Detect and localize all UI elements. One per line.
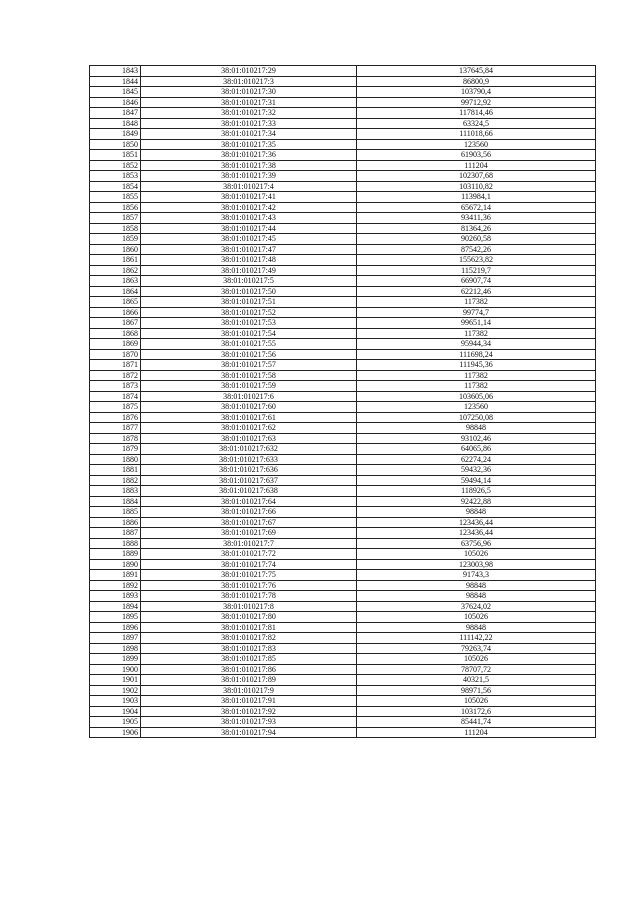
table-row bbox=[90, 108, 596, 119]
cadastral-value-cell: 93411,36 bbox=[357, 213, 596, 224]
row-number-cell: 1868 bbox=[90, 328, 141, 339]
row-number-cell: 1882 bbox=[90, 475, 141, 486]
cadastral-number-cell: 38:01:010217:81 bbox=[141, 622, 357, 633]
cadastral-number-cell: 38:01:010217:67 bbox=[141, 517, 357, 528]
table-row bbox=[90, 370, 596, 381]
table-row bbox=[90, 507, 596, 518]
table-row bbox=[90, 150, 596, 161]
cadastral-value-cell: 118926,5 bbox=[357, 486, 596, 497]
cadastral-value-cell: 111945,36 bbox=[357, 360, 596, 371]
row-number-cell: 1854 bbox=[90, 181, 141, 192]
cadastral-value-cell: 64065,86 bbox=[357, 444, 596, 455]
table-row bbox=[90, 286, 596, 297]
cadastral-value-cell: 98848 bbox=[357, 591, 596, 602]
cadastral-value-cell: 117382 bbox=[357, 370, 596, 381]
table-row bbox=[90, 118, 596, 129]
cadastral-number-cell: 38:01:010217:29 bbox=[141, 66, 357, 77]
cadastral-number-cell: 38:01:010217:9 bbox=[141, 685, 357, 696]
table-row bbox=[90, 465, 596, 476]
row-number-cell: 1883 bbox=[90, 486, 141, 497]
row-number-cell: 1887 bbox=[90, 528, 141, 539]
row-number-cell: 1850 bbox=[90, 139, 141, 150]
cadastral-number-cell: 38:01:010217:56 bbox=[141, 349, 357, 360]
row-number-cell: 1890 bbox=[90, 559, 141, 570]
cadastral-number-cell: 38:01:010217:72 bbox=[141, 549, 357, 560]
cadastral-value-cell: 103172,6 bbox=[357, 706, 596, 717]
cadastral-value-cell: 111018,66 bbox=[357, 129, 596, 140]
row-number-cell: 1895 bbox=[90, 612, 141, 623]
cadastral-value-cell: 62274,24 bbox=[357, 454, 596, 465]
cadastral-number-cell: 38:01:010217:43 bbox=[141, 213, 357, 224]
cadastral-value-cell: 105026 bbox=[357, 549, 596, 560]
cadastral-value-cell: 117382 bbox=[357, 297, 596, 308]
cadastral-value-cell: 111698,24 bbox=[357, 349, 596, 360]
cadastral-number-cell: 38:01:010217:54 bbox=[141, 328, 357, 339]
cadastral-number-cell: 38:01:010217:7 bbox=[141, 538, 357, 549]
table-row bbox=[90, 706, 596, 717]
row-number-cell: 1849 bbox=[90, 129, 141, 140]
cadastral-number-cell: 38:01:010217:638 bbox=[141, 486, 357, 497]
row-number-cell: 1884 bbox=[90, 496, 141, 507]
row-number-cell: 1880 bbox=[90, 454, 141, 465]
table-row bbox=[90, 318, 596, 329]
cadastral-value-cell: 103605,06 bbox=[357, 391, 596, 402]
row-number-cell: 1885 bbox=[90, 507, 141, 518]
table-row bbox=[90, 412, 596, 423]
cadastral-number-cell: 38:01:010217:52 bbox=[141, 307, 357, 318]
row-number-cell: 1893 bbox=[90, 591, 141, 602]
cadastral-value-cell: 85441,74 bbox=[357, 717, 596, 728]
cadastral-value-cell: 155623,82 bbox=[357, 255, 596, 266]
cadastral-value-cell: 63756,96 bbox=[357, 538, 596, 549]
row-number-cell: 1855 bbox=[90, 192, 141, 203]
table-row bbox=[90, 181, 596, 192]
cadastral-number-cell: 38:01:010217:55 bbox=[141, 339, 357, 350]
cadastral-value-cell: 137645,84 bbox=[357, 66, 596, 77]
table-row bbox=[90, 307, 596, 318]
cadastral-value-cell: 86800,9 bbox=[357, 76, 596, 87]
cadastral-value-cell: 63324,5 bbox=[357, 118, 596, 129]
table-row bbox=[90, 402, 596, 413]
row-number-cell: 1892 bbox=[90, 580, 141, 591]
row-number-cell: 1879 bbox=[90, 444, 141, 455]
table-row bbox=[90, 643, 596, 654]
table-row bbox=[90, 160, 596, 171]
row-number-cell: 1843 bbox=[90, 66, 141, 77]
row-number-cell: 1870 bbox=[90, 349, 141, 360]
table-row bbox=[90, 517, 596, 528]
cadastral-value-cell: 99774,7 bbox=[357, 307, 596, 318]
cadastral-number-cell: 38:01:010217:62 bbox=[141, 423, 357, 434]
table-row bbox=[90, 538, 596, 549]
cadastral-number-cell: 38:01:010217:39 bbox=[141, 171, 357, 182]
cadastral-value-cell: 95944,34 bbox=[357, 339, 596, 350]
cadastral-number-cell: 38:01:010217:61 bbox=[141, 412, 357, 423]
row-number-cell: 1860 bbox=[90, 244, 141, 255]
cadastral-number-cell: 38:01:010217:45 bbox=[141, 234, 357, 245]
cadastral-value-cell: 37624,02 bbox=[357, 601, 596, 612]
row-number-cell: 1886 bbox=[90, 517, 141, 528]
cadastral-value-cell: 91743,3 bbox=[357, 570, 596, 581]
cadastral-number-cell: 38:01:010217:32 bbox=[141, 108, 357, 119]
cadastral-number-cell: 38:01:010217:31 bbox=[141, 97, 357, 108]
cadastral-value-cell: 105026 bbox=[357, 696, 596, 707]
cadastral-number-cell: 38:01:010217:50 bbox=[141, 286, 357, 297]
row-number-cell: 1900 bbox=[90, 664, 141, 675]
cadastral-number-cell: 38:01:010217:637 bbox=[141, 475, 357, 486]
row-number-cell: 1873 bbox=[90, 381, 141, 392]
cadastral-value-cell: 98848 bbox=[357, 423, 596, 434]
table-row bbox=[90, 664, 596, 675]
table-row bbox=[90, 433, 596, 444]
row-number-cell: 1859 bbox=[90, 234, 141, 245]
cadastral-number-cell: 38:01:010217:85 bbox=[141, 654, 357, 665]
cadastral-value-cell: 111204 bbox=[357, 727, 596, 738]
cadastral-number-cell: 38:01:010217:3 bbox=[141, 76, 357, 87]
cadastral-number-cell: 38:01:010217:74 bbox=[141, 559, 357, 570]
cadastral-number-cell: 38:01:010217:94 bbox=[141, 727, 357, 738]
cadastral-value-cell: 65672,14 bbox=[357, 202, 596, 213]
table-row bbox=[90, 528, 596, 539]
cadastral-value-cell: 123003,98 bbox=[357, 559, 596, 570]
cadastral-value-cell: 117382 bbox=[357, 381, 596, 392]
cadastral-number-cell: 38:01:010217:83 bbox=[141, 643, 357, 654]
cadastral-number-cell: 38:01:010217:60 bbox=[141, 402, 357, 413]
row-number-cell: 1904 bbox=[90, 706, 141, 717]
cadastral-value-cell: 98848 bbox=[357, 622, 596, 633]
row-number-cell: 1866 bbox=[90, 307, 141, 318]
cadastral-number-cell: 38:01:010217:58 bbox=[141, 370, 357, 381]
row-number-cell: 1865 bbox=[90, 297, 141, 308]
cadastral-number-cell: 38:01:010217:47 bbox=[141, 244, 357, 255]
cadastral-number-cell: 38:01:010217:6 bbox=[141, 391, 357, 402]
table-row bbox=[90, 97, 596, 108]
row-number-cell: 1905 bbox=[90, 717, 141, 728]
table-row bbox=[90, 129, 596, 140]
cadastral-value-cell: 103110,82 bbox=[357, 181, 596, 192]
cadastral-number-cell: 38:01:010217:34 bbox=[141, 129, 357, 140]
row-number-cell: 1888 bbox=[90, 538, 141, 549]
table-row bbox=[90, 570, 596, 581]
cadastral-number-cell: 38:01:010217:5 bbox=[141, 276, 357, 287]
cadastral-number-cell: 38:01:010217:48 bbox=[141, 255, 357, 266]
table-row bbox=[90, 444, 596, 455]
table-row bbox=[90, 622, 596, 633]
cadastral-value-cell: 107250,08 bbox=[357, 412, 596, 423]
table-row bbox=[90, 591, 596, 602]
row-number-cell: 1856 bbox=[90, 202, 141, 213]
cadastral-number-cell: 38:01:010217:38 bbox=[141, 160, 357, 171]
cadastral-value-cell: 117814,46 bbox=[357, 108, 596, 119]
cadastral-number-cell: 38:01:010217:57 bbox=[141, 360, 357, 371]
row-number-cell: 1857 bbox=[90, 213, 141, 224]
cadastral-value-cell: 123436,44 bbox=[357, 517, 596, 528]
row-number-cell: 1864 bbox=[90, 286, 141, 297]
cadastral-number-cell: 38:01:010217:91 bbox=[141, 696, 357, 707]
cadastral-value-cell: 93102,46 bbox=[357, 433, 596, 444]
cadastral-number-cell: 38:01:010217:66 bbox=[141, 507, 357, 518]
cadastral-value-table bbox=[89, 65, 596, 738]
cadastral-value-cell: 79263,74 bbox=[357, 643, 596, 654]
cadastral-value-cell: 103790,4 bbox=[357, 87, 596, 98]
row-number-cell: 1874 bbox=[90, 391, 141, 402]
cadastral-number-cell: 38:01:010217:636 bbox=[141, 465, 357, 476]
cadastral-value-cell: 98848 bbox=[357, 507, 596, 518]
cadastral-number-cell: 38:01:010217:632 bbox=[141, 444, 357, 455]
table-row bbox=[90, 633, 596, 644]
row-number-cell: 1853 bbox=[90, 171, 141, 182]
table-row bbox=[90, 328, 596, 339]
cadastral-value-cell: 92422,88 bbox=[357, 496, 596, 507]
cadastral-number-cell: 38:01:010217:49 bbox=[141, 265, 357, 276]
cadastral-value-cell: 113984,1 bbox=[357, 192, 596, 203]
cadastral-value-cell: 81364,26 bbox=[357, 223, 596, 234]
row-number-cell: 1863 bbox=[90, 276, 141, 287]
cadastral-value-cell: 111142,22 bbox=[357, 633, 596, 644]
row-number-cell: 1871 bbox=[90, 360, 141, 371]
table-row bbox=[90, 675, 596, 686]
cadastral-value-cell: 61903,56 bbox=[357, 150, 596, 161]
cadastral-value-cell: 117382 bbox=[357, 328, 596, 339]
cadastral-value-cell: 102307,68 bbox=[357, 171, 596, 182]
cadastral-value-cell: 123436,44 bbox=[357, 528, 596, 539]
table-row bbox=[90, 727, 596, 738]
cadastral-number-cell: 38:01:010217:92 bbox=[141, 706, 357, 717]
row-number-cell: 1894 bbox=[90, 601, 141, 612]
row-number-cell: 1847 bbox=[90, 108, 141, 119]
table-row bbox=[90, 87, 596, 98]
table-body bbox=[90, 66, 596, 738]
table-row bbox=[90, 612, 596, 623]
cadastral-number-cell: 38:01:010217:35 bbox=[141, 139, 357, 150]
table-row bbox=[90, 454, 596, 465]
table-row bbox=[90, 391, 596, 402]
cadastral-number-cell: 38:01:010217:78 bbox=[141, 591, 357, 602]
row-number-cell: 1875 bbox=[90, 402, 141, 413]
row-number-cell: 1852 bbox=[90, 160, 141, 171]
cadastral-value-cell: 123560 bbox=[357, 402, 596, 413]
table-row bbox=[90, 580, 596, 591]
cadastral-value-cell: 105026 bbox=[357, 612, 596, 623]
table-row bbox=[90, 423, 596, 434]
table-row bbox=[90, 223, 596, 234]
row-number-cell: 1881 bbox=[90, 465, 141, 476]
cadastral-number-cell: 38:01:010217:33 bbox=[141, 118, 357, 129]
row-number-cell: 1891 bbox=[90, 570, 141, 581]
cadastral-value-cell: 62212,46 bbox=[357, 286, 596, 297]
row-number-cell: 1889 bbox=[90, 549, 141, 560]
table-row bbox=[90, 559, 596, 570]
row-number-cell: 1872 bbox=[90, 370, 141, 381]
table-row bbox=[90, 234, 596, 245]
row-number-cell: 1862 bbox=[90, 265, 141, 276]
table-row bbox=[90, 213, 596, 224]
cadastral-number-cell: 38:01:010217:44 bbox=[141, 223, 357, 234]
cadastral-number-cell: 38:01:010217:63 bbox=[141, 433, 357, 444]
row-number-cell: 1876 bbox=[90, 412, 141, 423]
row-number-cell: 1848 bbox=[90, 118, 141, 129]
cadastral-value-cell: 98971,56 bbox=[357, 685, 596, 696]
cadastral-value-cell: 59494,14 bbox=[357, 475, 596, 486]
row-number-cell: 1845 bbox=[90, 87, 141, 98]
table-row bbox=[90, 381, 596, 392]
cadastral-value-cell: 59432,36 bbox=[357, 465, 596, 476]
cadastral-number-cell: 38:01:010217:36 bbox=[141, 150, 357, 161]
cadastral-number-cell: 38:01:010217:41 bbox=[141, 192, 357, 203]
cadastral-value-cell: 115219,7 bbox=[357, 265, 596, 276]
row-number-cell: 1869 bbox=[90, 339, 141, 350]
table-row bbox=[90, 265, 596, 276]
cadastral-value-cell: 40321,5 bbox=[357, 675, 596, 686]
cadastral-value-cell: 78707,72 bbox=[357, 664, 596, 675]
table-row bbox=[90, 685, 596, 696]
cadastral-value-cell: 87542,26 bbox=[357, 244, 596, 255]
cadastral-number-cell: 38:01:010217:633 bbox=[141, 454, 357, 465]
table-row bbox=[90, 244, 596, 255]
table-row bbox=[90, 696, 596, 707]
cadastral-number-cell: 38:01:010217:82 bbox=[141, 633, 357, 644]
row-number-cell: 1858 bbox=[90, 223, 141, 234]
row-number-cell: 1867 bbox=[90, 318, 141, 329]
table-row bbox=[90, 66, 596, 77]
cadastral-number-cell: 38:01:010217:8 bbox=[141, 601, 357, 612]
row-number-cell: 1899 bbox=[90, 654, 141, 665]
row-number-cell: 1846 bbox=[90, 97, 141, 108]
cadastral-number-cell: 38:01:010217:93 bbox=[141, 717, 357, 728]
table-row bbox=[90, 360, 596, 371]
cadastral-value-cell: 123560 bbox=[357, 139, 596, 150]
table-row bbox=[90, 192, 596, 203]
table-row bbox=[90, 76, 596, 87]
table-row bbox=[90, 349, 596, 360]
cadastral-number-cell: 38:01:010217:80 bbox=[141, 612, 357, 623]
table-row bbox=[90, 486, 596, 497]
row-number-cell: 1902 bbox=[90, 685, 141, 696]
cadastral-value-cell: 99712,92 bbox=[357, 97, 596, 108]
cadastral-value-cell: 105026 bbox=[357, 654, 596, 665]
table-row bbox=[90, 549, 596, 560]
table-row bbox=[90, 139, 596, 150]
row-number-cell: 1896 bbox=[90, 622, 141, 633]
row-number-cell: 1844 bbox=[90, 76, 141, 87]
row-number-cell: 1877 bbox=[90, 423, 141, 434]
table-row bbox=[90, 339, 596, 350]
table-row bbox=[90, 171, 596, 182]
cadastral-number-cell: 38:01:010217:4 bbox=[141, 181, 357, 192]
table-row bbox=[90, 475, 596, 486]
row-number-cell: 1906 bbox=[90, 727, 141, 738]
table-row bbox=[90, 255, 596, 266]
table-row bbox=[90, 717, 596, 728]
cadastral-number-cell: 38:01:010217:51 bbox=[141, 297, 357, 308]
row-number-cell: 1861 bbox=[90, 255, 141, 266]
table-row bbox=[90, 601, 596, 612]
row-number-cell: 1897 bbox=[90, 633, 141, 644]
cadastral-value-cell: 66907,74 bbox=[357, 276, 596, 287]
row-number-cell: 1898 bbox=[90, 643, 141, 654]
row-number-cell: 1903 bbox=[90, 696, 141, 707]
table-row bbox=[90, 496, 596, 507]
table-row bbox=[90, 202, 596, 213]
cadastral-number-cell: 38:01:010217:89 bbox=[141, 675, 357, 686]
row-number-cell: 1851 bbox=[90, 150, 141, 161]
cadastral-number-cell: 38:01:010217:75 bbox=[141, 570, 357, 581]
cadastral-number-cell: 38:01:010217:42 bbox=[141, 202, 357, 213]
cadastral-number-cell: 38:01:010217:69 bbox=[141, 528, 357, 539]
table-row bbox=[90, 276, 596, 287]
cadastral-number-cell: 38:01:010217:59 bbox=[141, 381, 357, 392]
cadastral-number-cell: 38:01:010217:86 bbox=[141, 664, 357, 675]
table-row bbox=[90, 297, 596, 308]
row-number-cell: 1878 bbox=[90, 433, 141, 444]
cadastral-number-cell: 38:01:010217:30 bbox=[141, 87, 357, 98]
cadastral-value-cell: 90260,58 bbox=[357, 234, 596, 245]
cadastral-value-cell: 98848 bbox=[357, 580, 596, 591]
row-number-cell: 1901 bbox=[90, 675, 141, 686]
cadastral-number-cell: 38:01:010217:64 bbox=[141, 496, 357, 507]
cadastral-number-cell: 38:01:010217:76 bbox=[141, 580, 357, 591]
cadastral-value-cell: 99651,14 bbox=[357, 318, 596, 329]
table-row bbox=[90, 654, 596, 665]
cadastral-number-cell: 38:01:010217:53 bbox=[141, 318, 357, 329]
cadastral-value-cell: 111204 bbox=[357, 160, 596, 171]
